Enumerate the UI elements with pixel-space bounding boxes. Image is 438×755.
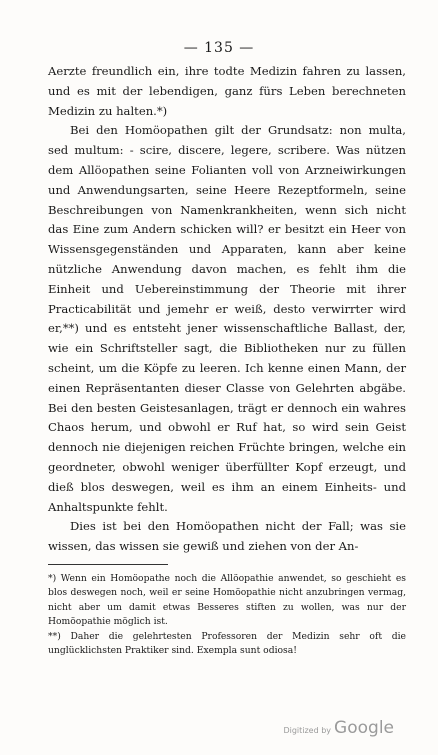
footnote: *) Wenn ein Homöopathe noch die Allöopathie anwendet, so geschieht es blos deswegen noch, weil er seine Homöopathie nicht anzubringen vermag, nicht aber um damit etwas Besseres stiften zu wollen, was nur der Homöopathie möglich ist.: [48, 573, 406, 628]
body-text: [48, 62, 406, 557]
paragraph: Dies ist bei den Homöopathen nicht der Fall; was sie wissen, das wissen sie gewiß und ziehen von der An-: [48, 519, 406, 554]
footnotes: [48, 572, 406, 658]
paragraph: Bei den Homöopathen gilt der Grundsatz: non multa, sed multum: - scire, discere, legere, scribere. Was nützen dem Allöopathen seine Folianten voll von Arzneiwirkungen und Anwendungsarten, seine Heere Rezeptformeln, seine Beschreibungen von Namenkrankheiten, wenn sich nicht das Eine zum Andern schicken will? er besitzt ein Heer von Wissensgegenständen und Apparaten, kann aber keine nützliche Anwendung davon machen, es fehlt ihm die Einheit und Uebereinstimmung der Theorie mit ihrer Practicabilität und jemehr er weiß, desto verwirrter wird er,**) und es entsteht jener wissenschaftliche Ballast, der, wie ein Schriftsteller sagt, die Bibliotheken nur zu füllen scheint, um die Köpfe zu leeren. Ich kenne einen Mann, der einen Repräsentanten dieser Classe von Gelehrten abgäbe. Bei den besten Geistesanlagen, trägt er dennoch ein wahres Chaos herum, und obwohl er Ruf hat, so wird sein Geist dennoch nie diejenigen reichen Früchte bringen, welche ein geordneter, obwohl weniger überfüllter Kopf erzeugt, und dieß blos deswegen, weil es ihm an einem Einheits- und Anhaltspunkte fehlt.: [48, 123, 406, 514]
watermark-prefix: Digitized by: [283, 726, 332, 735]
footnote: **) Daher die gelehrtesten Professoren der Medizin sehr oft die unglücklichsten Praktiker sind. Exempla sunt odiosa!: [48, 630, 406, 657]
google-logo: Google: [334, 718, 394, 738]
page-number: — 135 —: [183, 40, 255, 56]
paragraph: Aerzte freundlich ein, ihre todte Medizin fahren zu lassen, und es mit der lebendigen, ganz fürs Leben berechneten Medizin zu halten.*): [48, 64, 406, 118]
digitized-watermark: [283, 718, 394, 738]
footnote-divider: [48, 564, 168, 565]
